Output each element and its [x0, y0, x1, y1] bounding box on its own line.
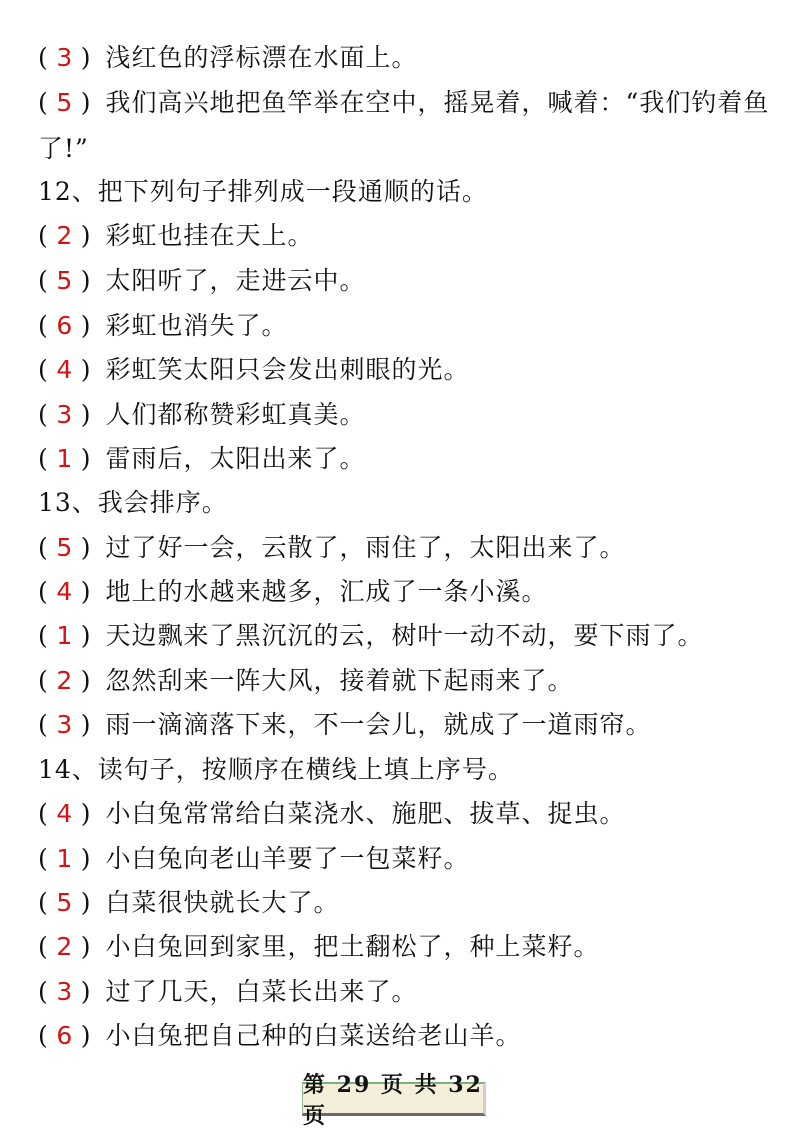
answer-number: 1	[56, 444, 74, 473]
list-item: ( 1 ) 雷雨后，太阳出来了。	[38, 437, 770, 481]
list-item: ( 4 ) 地上的水越来越多，汇成了一条小溪。	[38, 570, 770, 614]
answer-number: 6	[56, 1021, 74, 1050]
item-text: 我们高兴地把鱼竿举在空中，摇晃着，喊着：“我们钓着鱼了!”	[38, 88, 770, 163]
answer-number: 3	[56, 43, 74, 72]
answer-number: 2	[56, 221, 74, 250]
list-item: ( 5 ) 白菜很快就长大了。	[38, 881, 770, 925]
list-item: ( 4 ) 小白兔常常给白菜浇水、施肥、拔草、捉虫。	[38, 792, 770, 836]
answer-number: 2	[56, 932, 74, 961]
page-number-footer	[302, 1071, 486, 1129]
answer-number: 5	[56, 888, 74, 917]
item-text: 彩虹也消失了。	[105, 311, 288, 340]
answer-number: 4	[56, 355, 74, 384]
item-text: 雨一滴滴落下来，不一会儿，就成了一道雨帘。	[105, 710, 652, 739]
answer-number: 3	[56, 710, 74, 739]
answer-number: 5	[56, 88, 74, 117]
list-item: ( 1 ) 天边飘来了黑沉沉的云，树叶一动不动，要下雨了。	[38, 614, 770, 658]
item-text: 浅红色的浮标漂在水面上。	[105, 43, 418, 72]
item-text: 彩虹笑太阳只会发出刺眼的光。	[105, 355, 470, 384]
item-text: 小白兔常常给白菜浇水、施肥、拔草、捉虫。	[105, 799, 626, 828]
item-text: 过了几天，白菜长出来了。	[105, 977, 418, 1006]
list-item: ( 5 ) 我们高兴地把鱼竿举在空中，摇晃着，喊着：“我们钓着鱼了!”	[38, 80, 770, 172]
item-text: 忽然刮来一阵大风，接着就下起雨来了。	[105, 666, 574, 695]
list-item: ( 2 ) 小白兔回到家里，把土翻松了，种上菜籽。	[38, 925, 770, 969]
question-heading-14: 14、读句子，按顺序在横线上填上序号。	[38, 755, 514, 784]
question-heading-12: 12、把下列句子排列成一段通顺的话。	[38, 177, 488, 206]
answer-number: 3	[56, 977, 74, 1006]
page-number-label: 第 29 页 共 32 页	[303, 1071, 483, 1129]
answer-number: 1	[56, 621, 74, 650]
list-item: ( 3 ) 人们都称赞彩虹真美。	[38, 393, 770, 437]
list-item: ( 2 ) 忽然刮来一阵大风，接着就下起雨来了。	[38, 659, 770, 703]
item-text: 天边飘来了黑沉沉的云，树叶一动不动，要下雨了。	[105, 621, 704, 650]
item-text: 雷雨后，太阳出来了。	[105, 444, 366, 473]
list-item: ( 6 ) 小白兔把自己种的白菜送给老山羊。	[38, 1014, 770, 1058]
item-text: 小白兔把自己种的白菜送给老山羊。	[105, 1021, 522, 1050]
item-text: 彩虹也挂在天上。	[105, 221, 314, 250]
item-text: 小白兔回到家里，把土翻松了，种上菜籽。	[105, 932, 600, 961]
item-text: 人们都称赞彩虹真美。	[105, 400, 366, 429]
item-text: 过了好一会，云散了，雨住了，太阳出来了。	[105, 533, 626, 562]
answer-number: 2	[56, 666, 74, 695]
item-text: 小白兔向老山羊要了一包菜籽。	[105, 844, 470, 873]
answer-number: 5	[56, 266, 74, 295]
list-item: ( 5 ) 过了好一会，云散了，雨住了，太阳出来了。	[38, 526, 770, 570]
question-heading-13: 13、我会排序。	[38, 488, 228, 517]
list-item: ( 1 ) 小白兔向老山羊要了一包菜籽。	[38, 837, 770, 881]
answer-number: 4	[56, 577, 74, 606]
list-item: ( 4 ) 彩虹笑太阳只会发出刺眼的光。	[38, 348, 770, 392]
answer-number: 5	[56, 533, 74, 562]
list-item: ( 3 ) 浅红色的浮标漂在水面上。	[38, 36, 770, 80]
item-text: 地上的水越来越多，汇成了一条小溪。	[105, 577, 548, 606]
list-item: ( 2 ) 彩虹也挂在天上。	[38, 214, 770, 258]
list-item: ( 3 ) 雨一滴滴落下来，不一会儿，就成了一道雨帘。	[38, 703, 770, 747]
answer-number: 6	[56, 311, 74, 340]
answer-number: 3	[56, 400, 74, 429]
item-text: 太阳听了，走进云中。	[105, 266, 366, 295]
list-item: ( 5 ) 太阳听了，走进云中。	[38, 259, 770, 303]
item-text: 白菜很快就长大了。	[105, 888, 340, 917]
answer-number: 4	[56, 799, 74, 828]
answer-number: 1	[56, 844, 74, 873]
list-item: ( 3 ) 过了几天，白菜长出来了。	[38, 970, 770, 1014]
list-item: ( 6 ) 彩虹也消失了。	[38, 304, 770, 348]
